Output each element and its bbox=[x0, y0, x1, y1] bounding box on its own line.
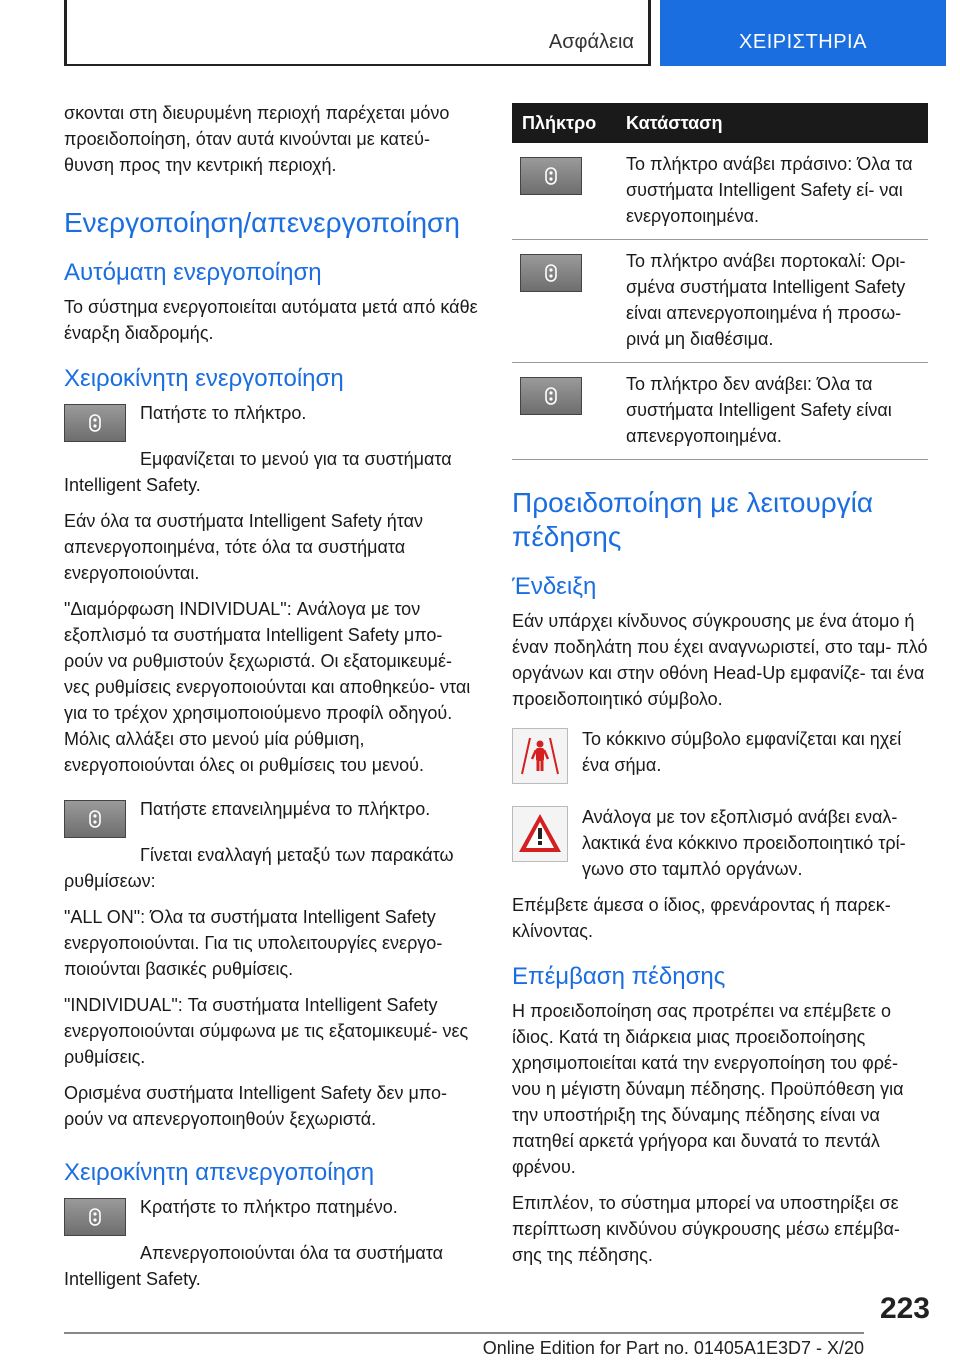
table-row bbox=[512, 240, 928, 363]
brake-intervention-text: Η προειδοποίηση σας προτρέπει να επέμβετε ο ίδιος. Κατά τη διάρκεια μιας προειδοποίησης χρησιμοποιείται κατά την ενεργοποίηση του φρέ- νου η μέγιστη δύναμη πέδησης. Προϋπόθεση για την υποστήριξη της δύναμης πέδησης είναι να πατηθεί αρκετά γρήγορα και δυνατά το πεντάλ φρένου. bbox=[512, 1001, 904, 1177]
brake-warning-heading: Προειδοποίηση με λειτουργία πέδησης bbox=[512, 487, 874, 552]
press-repeat-block bbox=[64, 796, 480, 842]
all-on-text: "ALL ON": Όλα τα συστήματα Intelligent Safety ενεργοποιούνται. Για τις υπολειτουργίες ενεργο- ποιούνται βασικές ρυθμίσεις. bbox=[64, 907, 443, 979]
footer-edition: Online Edition for Part no. 01405A1E3D7 - X/20 bbox=[482, 1338, 864, 1358]
intervene-text: Επέμβετε άμεσα ο ίδιος, φρενάροντας ή παρεκ- κλίνοντας. bbox=[512, 895, 891, 941]
individual-config-text: "Διαμόρφωση INDIVIDUAL": Ανάλογα με τον εξοπλισμό τα συστήματα Intelligent Safety μπο- ρούν να ρυθμιστούν ξεχωριστά. Οι εξατομικευμέ- νες ρυθμίσεις ενεργοποιούνται και αποθηκεύο- νται για το τρέχον χρησιμοποιούμενο προφίλ οδηγού. Μόλις αλλάξει στο μενού μία ρύθμιση, ενεργοποιούνται όλες οι ρυθμίσεις του μενού. bbox=[64, 599, 471, 775]
press-button-text: Πατήστε το πλήκτρο. bbox=[140, 403, 307, 423]
table-header-state: Κατάσταση bbox=[616, 103, 928, 143]
intelligent-safety-button-icon bbox=[520, 254, 582, 292]
intelligent-safety-button-icon bbox=[64, 800, 126, 838]
table-row bbox=[512, 143, 928, 240]
header-chapter-tab[interactable]: ΧΕΙΡΙΣΤΗΡΙΑ bbox=[660, 0, 946, 66]
manual-activation-heading: Χειροκίνητη ενεργοποίηση bbox=[64, 365, 344, 392]
footer-rule bbox=[64, 1332, 864, 1334]
red-triangle-text: Ανάλογα με τον εξοπλισμό ανάβει εναλ- λακτικά ένα κόκκινο προειδοποιητικό τρί- γωνο στο ταμπλό οργάνων. bbox=[582, 807, 906, 879]
header-rule bbox=[64, 64, 651, 66]
individual-text: "INDIVIDUAL": Τα συστήματα Intelligent Safety ενεργοποιούνται σύμφωνα με τις εξατομικευμέ- νες ρυθμίσεις. bbox=[64, 995, 469, 1067]
indication-text: Εάν υπάρχει κίνδυνος σύγκρουσης με ένα άτομο ή έναν ποδηλάτη που έχει αναγνωριστεί, στο ταμ- πλό οργάνων και στην οθόνη Head-Up εμφανίζε- ται ένα προειδοποιητικό σύμβολο. bbox=[512, 611, 928, 709]
press-button-block bbox=[64, 400, 480, 446]
page-number: 223 bbox=[879, 1292, 930, 1325]
table-cell-state: Το πλήκτρο ανάβει πορτοκαλί: Ορι- σμένα συστήματα Intelligent Safety είναι απενεργοποιημένα ή προσω- ρινά μη διαθέσιμα. bbox=[616, 240, 928, 363]
if-all-off-text: Εάν όλα τα συστήματα Intelligent Safety ήταν απενεργοποιημένα, τότε όλα τα συστήματα ενεργοποιούνται. bbox=[64, 511, 424, 583]
toggle-settings-text: Γίνεται εναλλαγή μεταξύ των παρακάτω ρυθμίσεων: bbox=[64, 845, 454, 891]
red-symbol-block bbox=[512, 726, 928, 790]
table-cell-icon bbox=[512, 143, 616, 240]
table-row bbox=[512, 363, 928, 460]
table-header-button: Πλήκτρο bbox=[512, 103, 616, 143]
table-cell-state: Το πλήκτρο ανάβει πράσινο: Όλα τα συστήματα Intelligent Safety εί- ναι ενεργοποιημένα. bbox=[616, 143, 928, 240]
warning-triangle-icon bbox=[512, 806, 568, 862]
table-header-row bbox=[512, 103, 928, 143]
auto-activation-heading: Αυτόματη ενεργοποίηση bbox=[64, 259, 322, 286]
hold-button-block bbox=[64, 1194, 480, 1240]
intelligent-safety-button-icon bbox=[64, 404, 126, 442]
menu-shown-text: Εμφανίζεται το μενού για τα συστήματα Intelligent Safety. bbox=[64, 449, 452, 495]
all-deactivated-text: Απενεργοποιούνται όλα τα συστήματα Intelligent Safety. bbox=[64, 1243, 444, 1289]
indication-heading: Ένδειξη bbox=[512, 573, 597, 600]
red-symbol-text: Το κόκκινο σύμβολο εμφανίζεται και ηχεί ένα σήμα. bbox=[582, 729, 902, 775]
table-cell-icon bbox=[512, 363, 616, 460]
brake-intervention-heading: Επέμβαση πέδησης bbox=[512, 963, 726, 990]
table-cell-state: Το πλήκτρο δεν ανάβει: Όλα τα συστήματα Intelligent Safety είναι απενεργοποιημένα. bbox=[616, 363, 928, 460]
hold-button-text: Κρατήστε το πλήκτρο πατημένο. bbox=[140, 1197, 398, 1217]
some-systems-text: Ορισμένα συστήματα Intelligent Safety δεν μπο- ρούν να απενεργοποιηθούν ξεχωριστά. bbox=[64, 1083, 448, 1129]
table-cell-icon bbox=[512, 240, 616, 363]
left-column bbox=[64, 100, 480, 1302]
auto-activation-text: Το σύστημα ενεργοποιείται αυτόματα μετά από κάθε έναρξη διαδρομής. bbox=[64, 297, 478, 343]
press-repeat-text: Πατήστε επανειλημμένα το πλήκτρο. bbox=[140, 799, 431, 819]
intelligent-safety-button-icon bbox=[64, 1198, 126, 1236]
intelligent-safety-button-icon bbox=[520, 377, 582, 415]
intelligent-safety-button-icon bbox=[520, 157, 582, 195]
header-section: Ασφάλεια bbox=[548, 31, 634, 53]
pedestrian-warning-icon bbox=[512, 728, 568, 784]
right-column bbox=[512, 103, 928, 1278]
activation-heading: Ενεργοποίηση/απενεργοποίηση bbox=[64, 207, 460, 238]
header-mid-border bbox=[648, 0, 651, 66]
red-triangle-block bbox=[512, 804, 928, 882]
button-status-table bbox=[512, 103, 928, 460]
additionally-text: Επιπλέον, το σύστημα μπορεί να υποστηρίξει σε περίπτωση κινδύνου σύγκρουσης μέσω επέμβα- σης της πέδησης. bbox=[512, 1193, 900, 1265]
intro-text: σκονται στη διευρυμένη περιοχή παρέχεται μόνο προειδοποίηση, όταν αυτά κινούνται με κατεύ- θυνση προς την κεντρική περιοχή. bbox=[64, 103, 450, 175]
manual-deactivation-heading: Χειροκίνητη απενεργοποίηση bbox=[64, 1159, 375, 1186]
